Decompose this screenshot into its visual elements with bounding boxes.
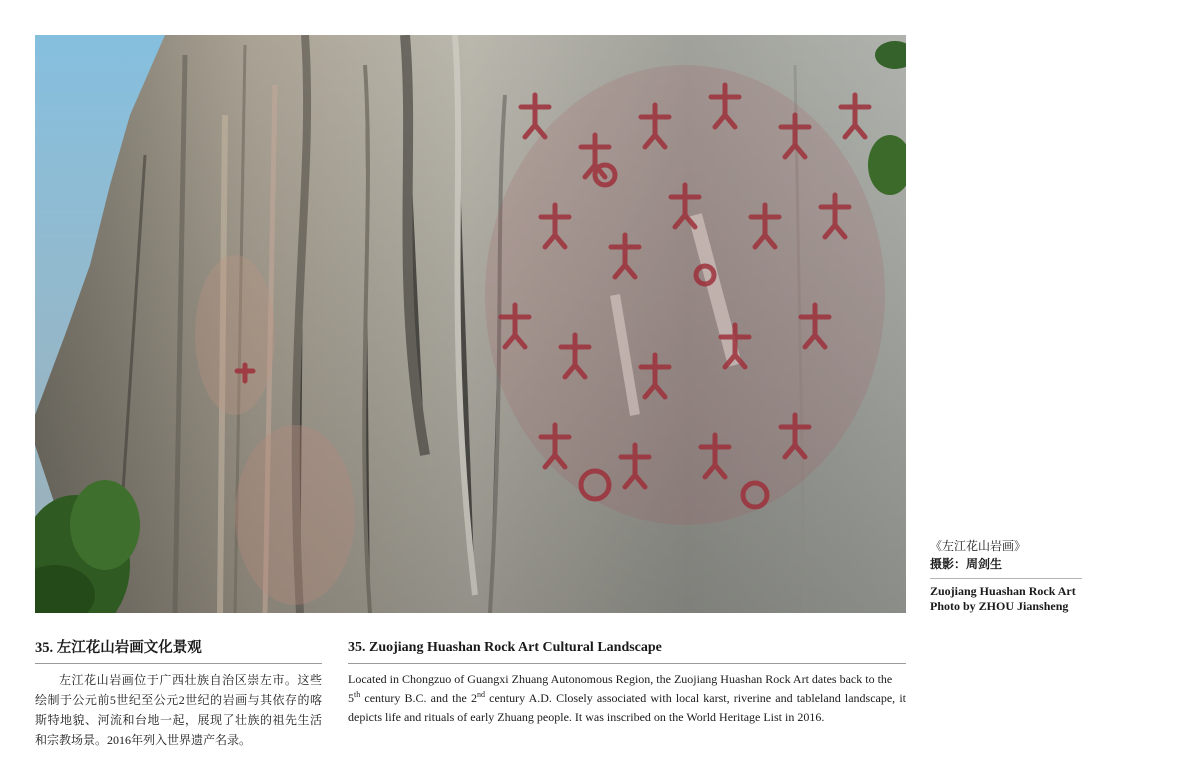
rock-art-photo: [35, 35, 906, 613]
chinese-section: [35, 637, 322, 750]
chinese-body: 左江花山岩画位于广西壮族自治区崇左市。这些绘制于公元前5世纪至公元2世纪的岩画与其依存的喀斯特地貌、河流和台地一起，展现了壮族的祖先生活和宗教场景。2016年列入世界遗产名录。: [35, 673, 322, 747]
english-body: [348, 670, 906, 727]
english-body-part2: century B.C. and the: [360, 691, 471, 705]
rock-art-illustration: [35, 35, 906, 613]
english-heading: 35. Zuojiang Huashan Rock Art Cultural Landscape: [348, 637, 906, 664]
ordinal-2-suffix: nd: [476, 690, 485, 699]
photo-caption: [930, 537, 1082, 614]
caption-en-title: Zuojiang Huashan Rock Art: [930, 584, 1076, 598]
english-section: [348, 637, 906, 727]
caption-divider: [930, 578, 1082, 579]
ordinal-2: 2: [470, 691, 477, 705]
english-body-part3: century A.D. Closely associated with local karst, riverine and tableland landscape, it depicts life and rituals of early Zhuang people. It was inscribed on the World Heritage List in 2016.: [348, 691, 906, 724]
caption-cn-credit: 摄影：周剑生: [930, 557, 1003, 571]
english-body-part1: Located in Chongzuo of Guangxi Zhuang Autonomous Region, the Zuojiang Huashan Rock Art dates back to the: [348, 672, 893, 686]
ordinal-5: 5: [348, 691, 354, 705]
caption-en-credit: Photo by ZHOU Jiansheng: [930, 599, 1069, 613]
chinese-heading: 35. 左江花山岩画文化景观: [35, 637, 322, 664]
ordinal-5-suffix: th: [354, 690, 361, 699]
caption-cn-title: 《左江花山岩画》: [930, 539, 1027, 553]
